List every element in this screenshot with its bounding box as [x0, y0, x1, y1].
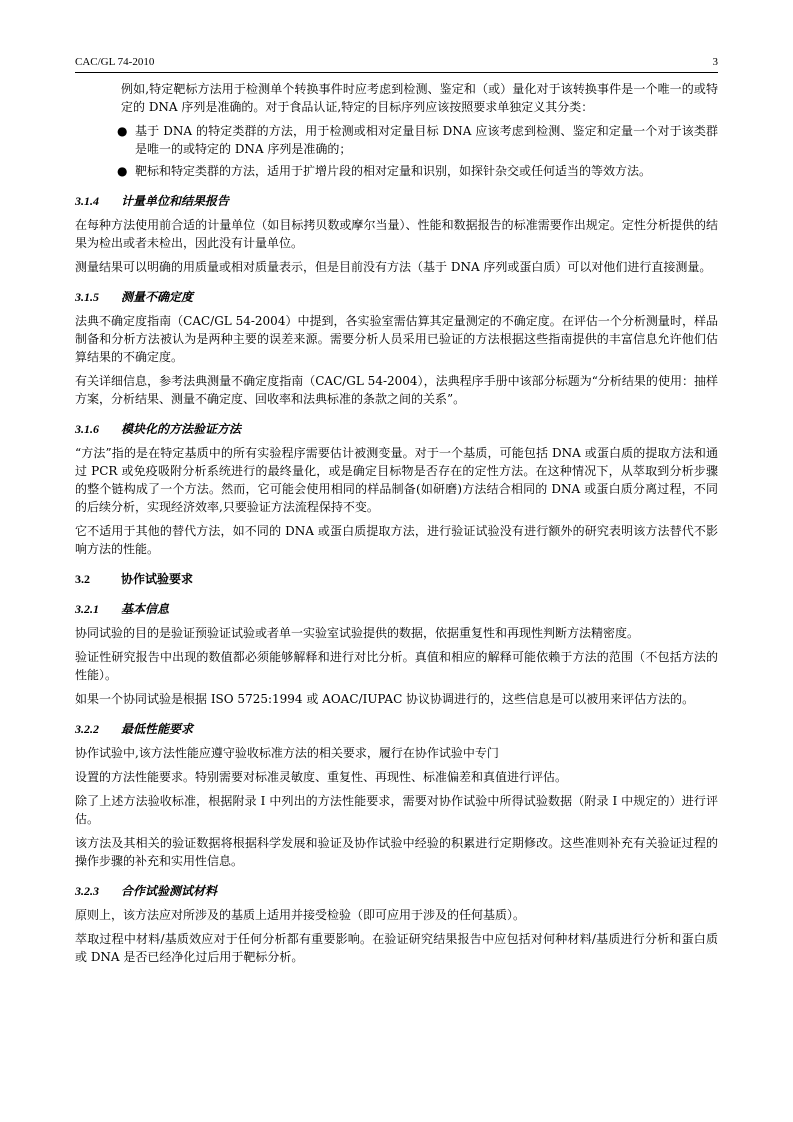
section-title: 协作试验要求 [121, 572, 194, 586]
paragraph: 测量结果可以明确的用质量或相对质量表示，但是目前没有方法（基于 DNA 序列或蛋白质）可以对他们进行直接测量。 [75, 260, 712, 274]
section-title: 计量单位和结果报告 [121, 194, 230, 208]
section-title: 测量不确定度 [121, 290, 194, 304]
list-item [113, 122, 718, 158]
paragraph: 除了上述方法验收标准，根据附录 I 中列出的方法性能要求，需要对协作试验中所得试验数据（附录 I 中规定的）进行评估。 [75, 794, 718, 826]
paragraph: 协作试验中,该方法性能应遵守验收标准方法的相关要求，履行在协作试验中专门 [75, 746, 499, 760]
paragraph: 设置的方法性能要求。特别需要对标准灵敏度、重复性、再现性、标准偏差和真值进行评估。 [75, 770, 568, 784]
paragraph: 验证性研究报告中出现的数值都必须能够解释和进行对比分析。真值和相应的解释可能依赖于方法的范围（不包括方法的性能）。 [75, 650, 718, 682]
bullet-text: 靶标和特定类群的方法，适用于扩增片段的相对定量和识别，如探针杂交或任何适当的等效方法。 [135, 164, 652, 178]
paragraph: 法典不确定度指南（CAC/GL 54-2004）中提到，各实验室需估算其定量测定的不确定度。在评估一个分析测量时，样品制备和分析方法被认为是两种主要的误差来源。需要分析人员采用已验证的方法根据这些指南提供的丰富信息允许他们估算结果的不确定度。 [75, 314, 718, 364]
paragraph: 萃取过程中材料/基质效应对于任何分析都有重要影响。在验证研究结果报告中应包括对何种材料/基质进行分析和蛋白质或 DNA 是否已经净化过后用于靶标分析。 [75, 932, 718, 964]
section-number: 3.2.1 [75, 602, 99, 616]
section-heading [75, 720, 718, 738]
page-content [75, 80, 718, 972]
paragraph: 在每种方法使用前合适的计量单位（如目标拷贝数或摩尔当量）、性能和数据报告的标准需要作出规定。定性分析提供的结果为检出或者未检出，因此没有计量单位。 [75, 218, 718, 250]
section-heading [75, 570, 718, 588]
section-title: 合作试验测试材料 [121, 884, 218, 898]
page-number: 3 [712, 56, 718, 68]
document-code: CAC/GL 74-2010 [75, 56, 155, 68]
paragraph: 该方法及其相关的验证数据将根据科学发展和验证及协作试验中经验的积累进行定期修改。这些准则补充有关验证过程的操作步骤的补充和实用性信息。 [75, 836, 718, 868]
intro-paragraph: 例如,特定靶标方法用于检测单个转换事件时应考虑到检测、鉴定和（或）量化对于该转换事件是一个唯一的或特定的 DNA 序列是准确的。对于食品认证,特定的目标序列应该按照要求单独定义其分类： [121, 82, 718, 114]
paragraph: 它不适用于其他的替代方法，如不同的 DNA 或蛋白质提取方法，进行验证试验没有进行额外的研究表明该方法替代不影响方法的性能。 [75, 524, 718, 556]
paragraph: 有关详细信息，参考法典测量不确定度指南（CAC/GL 54-2004），法典程序手册中该部分标题为“分析结果的使用：抽样方案，分析结果、测量不确定度、回收率和法典标准的条款之间的关系”。 [75, 374, 718, 406]
section-heading [75, 882, 718, 900]
section-number: 3.2.2 [75, 722, 99, 736]
section-number: 3.1.6 [75, 422, 99, 436]
section-number: 3.2 [75, 572, 90, 586]
bullet-list [75, 122, 718, 180]
bullet-icon: ● [117, 164, 128, 178]
section-title: 最低性能要求 [121, 722, 194, 736]
page-header [75, 56, 718, 70]
list-item [113, 162, 718, 180]
section-title: 模块化的方法验证方法 [121, 422, 242, 436]
section-heading [75, 600, 718, 618]
paragraph: 如果一个协同试验是根据 ISO 5725:1994 或 AOAC/IUPAC 协议协调进行的，这些信息是可以被用来评估方法的。 [75, 692, 695, 706]
section-number: 3.2.3 [75, 884, 99, 898]
bullet-icon: ● [117, 124, 128, 138]
bullet-text: 基于 DNA 的特定类群的方法，用于检测或相对定量目标 DNA 应该考虑到检测、鉴定和定量一个对于该类群是唯一的或特定的 DNA 序列是准确的； [135, 124, 718, 156]
section-heading [75, 420, 718, 438]
header-rule [75, 72, 718, 73]
section-number: 3.1.5 [75, 290, 99, 304]
section-number: 3.1.4 [75, 194, 99, 208]
paragraph: 协同试验的目的是验证预验证试验或者单一实验室试验提供的数据，依据重复性和再现性判断方法精密度。 [75, 626, 640, 640]
section-heading [75, 192, 718, 210]
section-title: 基本信息 [121, 602, 170, 616]
paragraph: 原则上，该方法应对所涉及的基质上适用并接受检验（即可应用于涉及的任何基质）。 [75, 908, 526, 922]
paragraph: “方法”指的是在特定基质中的所有实验程序需要估计被测变量。对于一个基质，可能包括 DNA 或蛋白质的提取方法和通过 PCR 或免疫吸附分析系统进行的最终量化，或是确定目标物是否存在的定性方法。在这种情况下，从萃取到分析步骤的整个链构成了一个方法。然而，它可能会使用相同的样品制备(如研磨)方法结合相同的 DNA 或蛋白质分离过程，不同的后续分析，实现经济效率,只要验证方法流程保持不变。 [75, 446, 718, 514]
section-heading [75, 288, 718, 306]
